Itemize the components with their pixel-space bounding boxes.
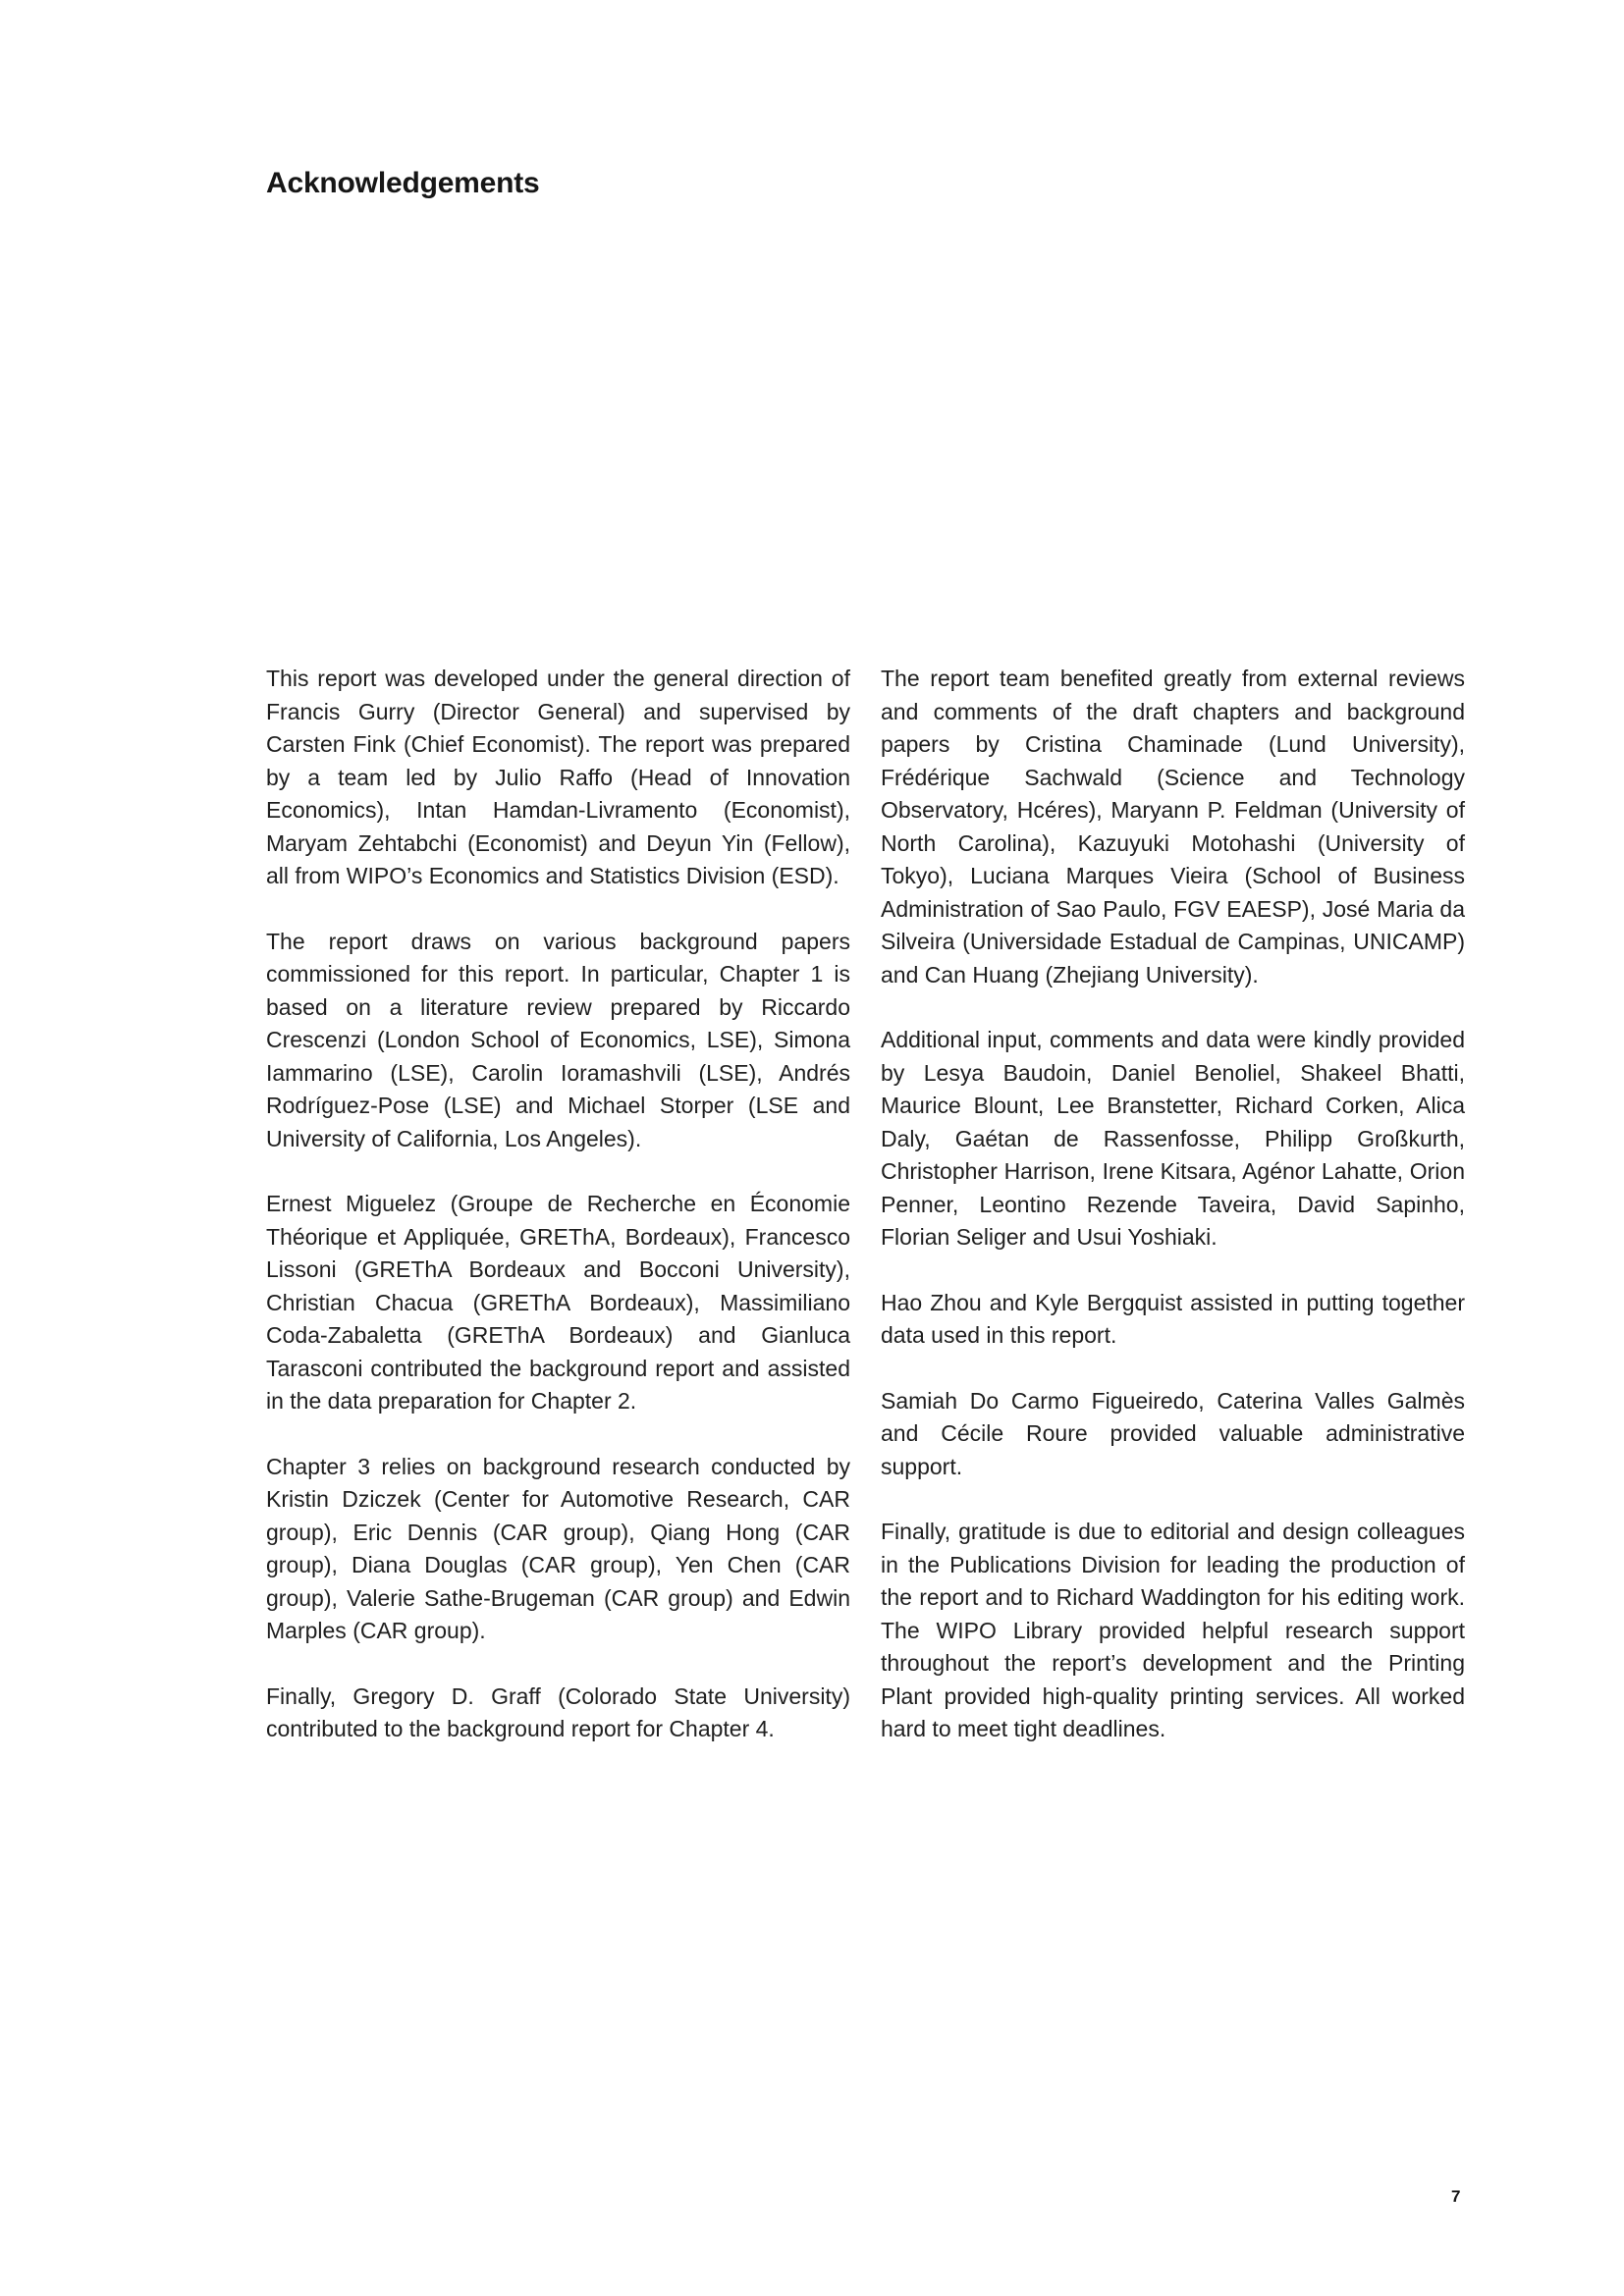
right-column — [881, 663, 1465, 1779]
paragraph-background-papers: The report draws on various background papers commissioned for this report. In particular, Chapter 1 is based on a literature review prepared by Riccardo Crescenzi (London School of Economics, LSE), Simona Iammarino (LSE), Carolin Ioramashvili (LSE), Andrés Rodríguez-Pose (LSE) and Michael Storper (LSE and University of California, Los Angeles). — [266, 928, 850, 1151]
paragraph-direction-and-team: This report was developed under the general direction of Francis Gurry (Director General) and supervised by Carsten Fink (Chief Economist). The report was prepared by a team led by Julio Raffo (Head of Innovation Economics), Intan Hamdan-Livramento (Economist), Maryam Zehtabchi (Economist) and Deyun Yin (Fellow), all from WIPO’s Economics and Statistics Division (ESD). — [266, 666, 850, 888]
paragraph-data-assistance: Hao Zhou and Kyle Bergquist assisted in putting together data used in this report. — [881, 1289, 1465, 1348]
paragraph-editorial-and-design: Finally, gratitude is due to editorial and design colleagues in the Publications Division for leading the production of the report and to Richard Waddington for his editing work. The WIPO Library provided helpful research support throughout the report’s development and the Printing Plant provided high-quality printing services. All worked hard to meet tight deadlines. — [881, 1519, 1465, 1741]
page-number: 7 — [1451, 2187, 1461, 2206]
paragraph-chapter-3-contributors: Chapter 3 relies on background research conducted by Kristin Dziczek (Center for Automotive Research, CAR group), Eric Dennis (CAR group), Qiang Hong (CAR group), Diana Douglas (CAR group), Yen Chen (CAR group), Valerie Sathe-Brugeman (CAR group) and Edwin Marples (CAR group). — [266, 1453, 850, 1643]
paragraph-external-reviews: The report team benefited greatly from external reviews and comments of the draft chapters and background papers by Cristina Chaminade (Lund University), Frédérique Sachwald (Science and Technology Observatory, Hcéres), Maryann P. Feldman (University of North Carolina), Kazuyuki Motohashi (University of Tokyo), Luciana Marques Vieira (School of Business Administration of Sao Paulo, FGV EAESP), José Maria da Silveira (Universidade Estadual de Campinas, UNICAMP) and Can Huang (Zhejiang University). — [881, 666, 1465, 988]
left-column — [266, 663, 850, 1779]
paragraph-chapter-4-contributors: Finally, Gregory D. Graff (Colorado State University) contributed to the background report for Chapter 4. — [266, 1682, 850, 1741]
paragraph-chapter-2-contributors: Ernest Miguelez (Groupe de Recherche en Économie Théorique et Appliquée, GREThA, Bordeaux), Francesco Lissoni (GREThA Bordeaux and Bocconi University), Christian Chacua (GREThA Bordeaux), Massimiliano Coda-Zabaletta (GREThA Bordeaux) and Gianluca Tarasconi contributed the background report and assisted in the data preparation for Chapter 2. — [266, 1191, 850, 1414]
paragraph-administrative-support: Samiah Do Carmo Figueiredo, Caterina Valles Galmès and Cécile Roure provided valuable administrative support. — [881, 1387, 1465, 1479]
page-title: Acknowledgements — [266, 167, 540, 199]
paragraph-additional-input: Additional input, comments and data were kindly provided by Lesya Baudoin, Daniel Benoliel, Shakeel Bhatti, Maurice Blount, Lee Branstetter, Richard Corken, Alica Daly, Gaétan de Rassenfosse, Philipp Großkurth, Christopher Harrison, Irene Kitsara, Agénor Lahatte, Orion Penner, Leontino Rezende Taveira, David Sapinho, Florian Seliger and Usui Yoshiaki. — [881, 1027, 1465, 1250]
